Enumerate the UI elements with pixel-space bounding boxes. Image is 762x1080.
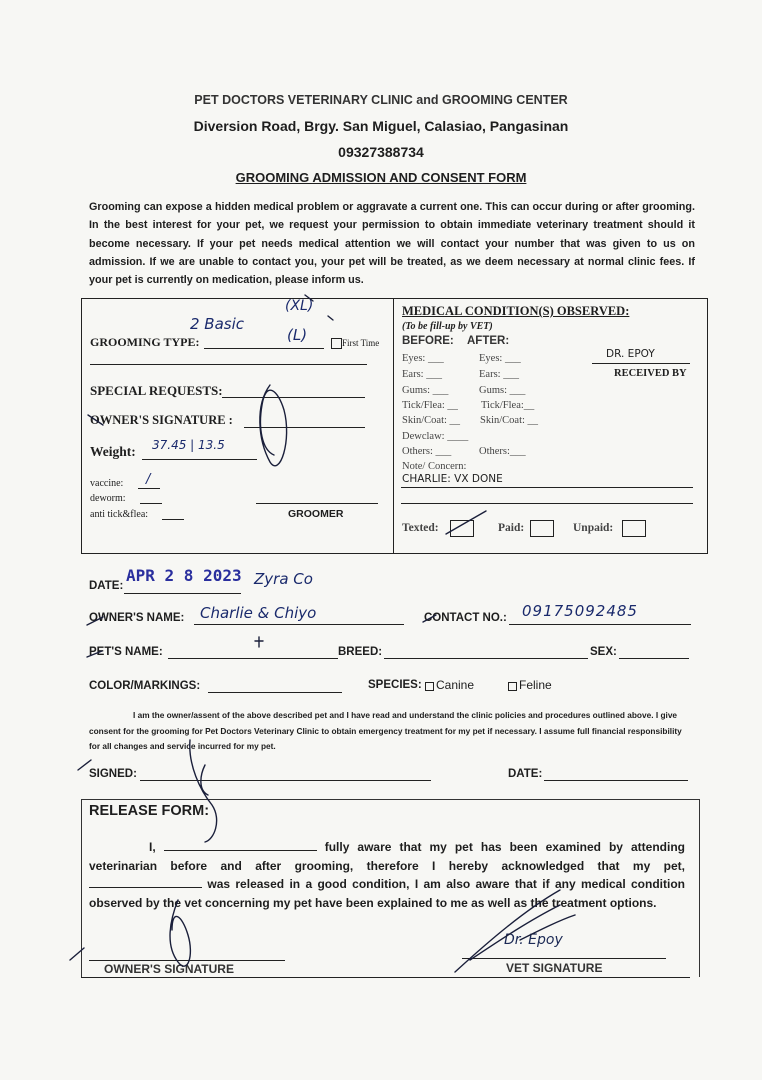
ears-before: Ears: ___	[402, 369, 442, 380]
signed-scribble	[78, 740, 217, 842]
signed-label: SIGNED:	[89, 768, 137, 780]
gums-after: Gums: ___	[479, 385, 526, 396]
grooming-type-value: 2 Basic	[190, 315, 245, 333]
special-requests-label: SPECIAL REQUESTS:	[90, 383, 223, 398]
weight-value: 37.45 | 13.5	[152, 438, 225, 452]
species-label: SPECIES:	[368, 679, 422, 691]
skin-coat-after: Skin/Coat: __	[480, 415, 539, 426]
others-after: Others:___	[479, 446, 526, 457]
paid-label: Paid:	[498, 522, 525, 534]
others-before: Others: ___	[402, 446, 452, 457]
feline-label: Feline	[519, 678, 552, 692]
color-markings-label: COLOR/MARKINGS:	[89, 680, 201, 692]
owner-release-signature-label: OWNER'S SIGNATURE	[104, 962, 234, 976]
groomer-label: GROOMER	[288, 508, 344, 520]
date-label: DATE:	[89, 580, 124, 592]
vet-signature-flourish	[455, 890, 575, 972]
owner-signature-scribble	[260, 385, 287, 466]
release-owner-scribble	[70, 900, 190, 966]
receiver-handwritten: Zyra Co	[254, 570, 313, 588]
before-label: BEFORE:	[402, 335, 454, 347]
owner-signature-label: OWNER'S SIGNATURE :	[90, 413, 233, 427]
anti-tick-label: anti tick&flea:	[90, 509, 149, 520]
release-form-title: RELEASE FORM:	[89, 803, 210, 819]
contact-label: CONTACT NO.:	[424, 612, 507, 624]
release-text-2: fully aware that my pet has been examined by attending veterinarian before and after grooming, therefore I hereby acknowledged that my pet,	[89, 840, 685, 873]
form-title: GROOMING ADMISSION AND CONSENT FORM	[235, 170, 527, 185]
ears-after: Ears: ___	[479, 369, 519, 380]
after-label: AFTER:	[467, 335, 510, 347]
tick-flea-before: Tick/Flea: __	[402, 400, 458, 411]
breed-label: BREED:	[338, 646, 383, 658]
owner-name-value: Charlie & Chiyo	[200, 604, 317, 622]
vet-signature-label: VET SIGNATURE	[506, 961, 603, 975]
received-by-label: RECEIVED BY	[614, 368, 687, 379]
contact-value: 09175092485	[522, 602, 638, 620]
pet-name-label: PET'S NAME:	[89, 646, 163, 658]
vet-signature-name: Dr. Epoy	[504, 932, 563, 948]
owner-name-label: OWNER'S NAME:	[89, 612, 185, 624]
vaccine-label: vaccine:	[90, 478, 124, 489]
size-l-note: (L)	[287, 326, 308, 344]
date-stamp: APR 2 8 2023	[126, 566, 242, 585]
canine-label: Canine	[436, 678, 475, 692]
size-xl-note: (XL)	[285, 298, 314, 314]
release-text-1: I,	[149, 840, 156, 854]
consent-text: I am the owner/assent of the above described pet and I have read and understand the clinic policies and procedures outlined above. I give consent for the grooming for Pet Doctors Veterinary Clinic to obtain emergency treatment for my pet if necessary. I assume full financial responsibility for all changes and service incurred for my pet.	[89, 710, 682, 751]
weight-label: Weight:	[90, 444, 136, 459]
texted-label: Texted:	[402, 522, 439, 534]
gums-before: Gums: ___	[402, 385, 449, 396]
unpaid-label: Unpaid:	[573, 522, 614, 534]
clinic-phone: 09327388734	[338, 144, 424, 160]
deworm-label: deworm:	[90, 493, 126, 504]
vaccine-value: /	[146, 472, 151, 487]
dewclaw-label: Dewclaw: ____	[402, 431, 469, 442]
medical-title: MEDICAL CONDITION(S) OBSERVED:	[402, 304, 630, 318]
vet-name-handwritten: DR. EPOY	[606, 348, 655, 360]
signed-date-label: DATE:	[508, 768, 543, 780]
skin-coat-before: Skin/Coat: __	[402, 415, 461, 426]
intro-paragraph: Grooming can expose a hidden medical problem or aggravate a current one. This can occur during or after grooming. In the best interest for your pet, we request your permission to obtain immediate veterinary treatment should it become necessary. If your pet needs medical attention we will contact your number that was given to us on admission. If we are unable to contact you, your pet will be treated, as we deem necessary at normal clinic fees. If your pet is currently on medication, please inform us.	[89, 201, 695, 287]
note-label: Note/ Concern:	[402, 461, 467, 472]
medical-subtitle: (To be fill-up by VET)	[402, 321, 493, 332]
first-time-label: First Time	[342, 338, 380, 348]
clinic-address: Diversion Road, Brgy. San Miguel, Calasiao, Pangasinan	[193, 118, 569, 134]
sex-label: SEX:	[590, 646, 617, 658]
release-text-3: was released in a good condition, I am also aware that if any medical condition observed by the vet concerning my pet have been explained to me as well as the treatment options.	[89, 877, 686, 910]
eyes-after: Eyes: ___	[479, 353, 521, 364]
tick-flea-after: Tick/Flea:__	[481, 400, 535, 411]
clinic-name: PET DOCTORS VETERINARY CLINIC and GROOMING CENTER	[194, 93, 568, 107]
eyes-before: Eyes: ___	[402, 353, 444, 364]
grooming-type-label: GROOMING TYPE:	[90, 335, 200, 349]
texted-check-mark	[446, 511, 486, 534]
note-value: CHARLIE: VX DONE	[402, 473, 503, 485]
